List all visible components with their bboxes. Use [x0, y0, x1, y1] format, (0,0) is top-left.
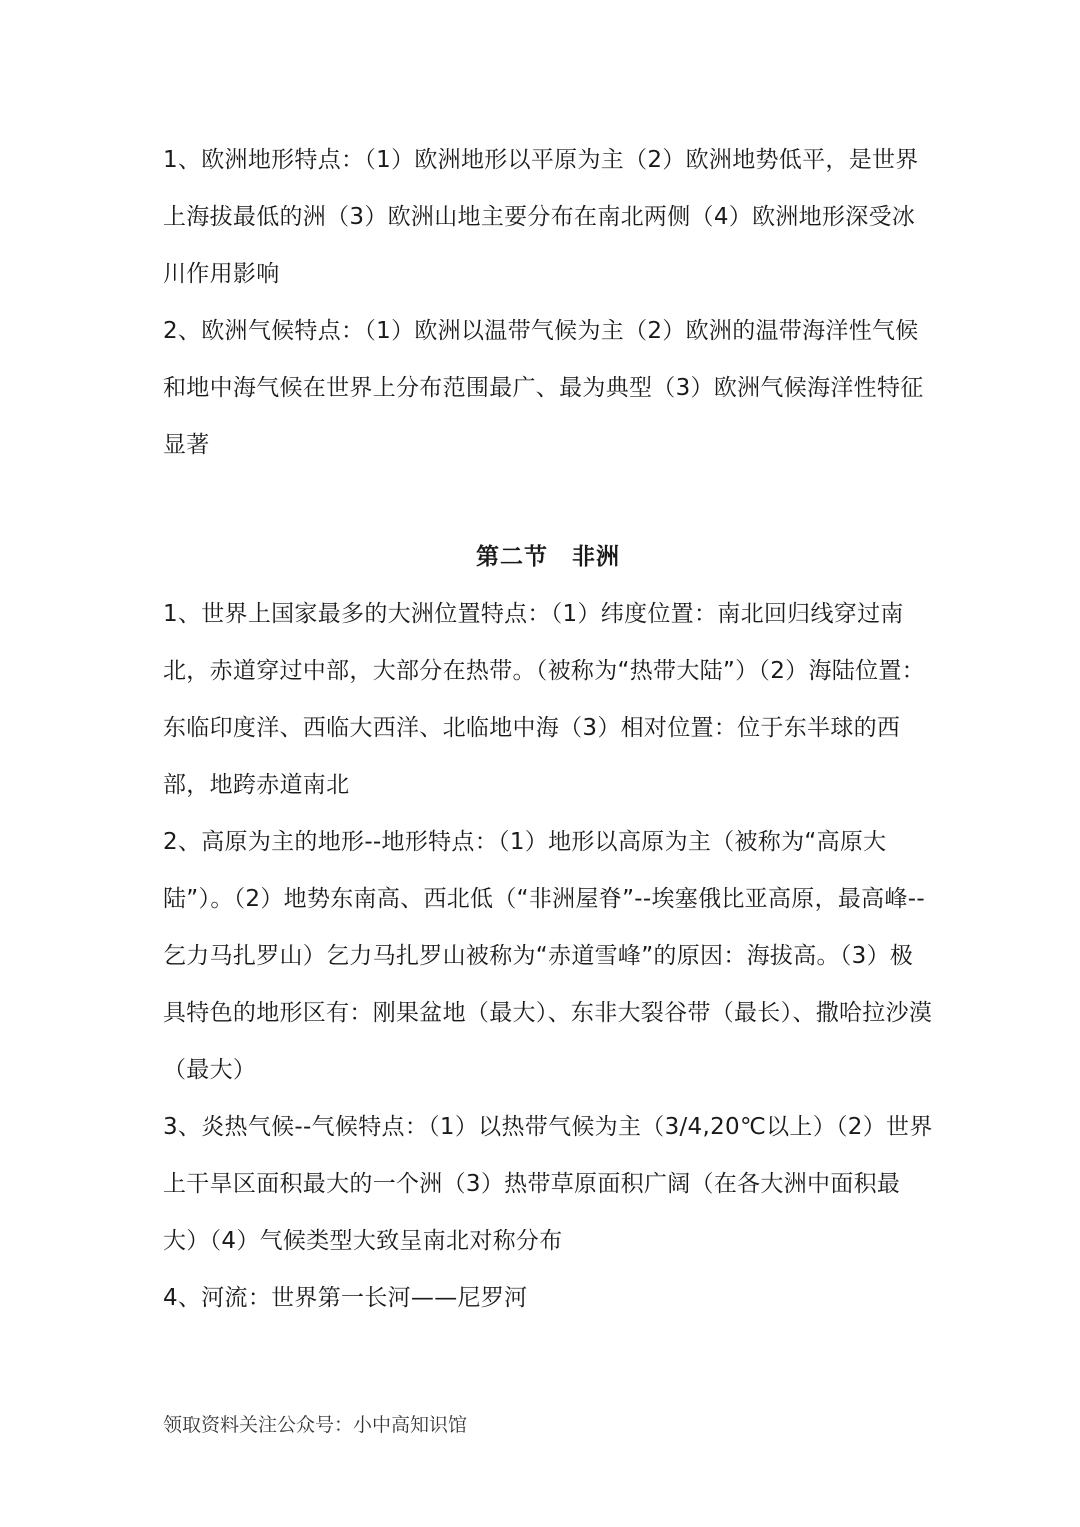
document-body: [163, 132, 933, 1327]
footer-note: 领取资料关注公众号：小中高知识馆: [163, 1414, 468, 1436]
africa-climate-paragraph: 3、炎热气候--气候特点：（1）以热带气候为主（3/4,20℃以上）（2）世界上干旱区面积最大的一个洲（3）热带草原面积广阔（在各大洲中面积最大）（4）气候类型大致呈南北对称分布: [163, 1114, 933, 1254]
section-title-africa: 第二节 非洲: [476, 544, 620, 570]
africa-location-paragraph: 1、世界上国家最多的大洲位置特点：（1）纬度位置：南北回归线穿过南北，赤道穿过中部，大部分在热带。（被称为“热带大陆”）（2）海陆位置：东临印度洋、西临大西洋、北临地中海（3）相对位置：位于东半球的西部，地跨赤道南北: [163, 601, 925, 798]
africa-river-paragraph: 4、河流：世界第一长河——尼罗河: [163, 1285, 528, 1311]
europe-climate-paragraph: 2、欧洲气候特点：（1）欧洲以温带气候为主（2）欧洲的温带海洋性气候和地中海气候在世界上分布范围最广、最为典型（3）欧洲气候海洋性特征显著: [163, 318, 924, 458]
africa-terrain-paragraph: 2、高原为主的地形--地形特点：（1）地形以高原为主（被称为“高原大陆”）。（2）地势东南高、西北低（“非洲屋脊”--埃塞俄比亚高原，最高峰--乞力马扎罗山）乞力马扎罗山被称为“赤道雪峰”的原因：海拔高。（3）极具特色的地形区有：刚果盆地（最大）、东非大裂谷带（最长）、撒哈拉沙漠（最大）: [163, 829, 933, 1083]
europe-terrain-paragraph: 1、欧洲地形特点：（1）欧洲地形以平原为主（2）欧洲地势低平，是世界上海拔最低的洲（3）欧洲山地主要分布在南北两侧（4）欧洲地形深受冰川作用影响: [163, 147, 919, 287]
section-spacer: [163, 474, 933, 529]
